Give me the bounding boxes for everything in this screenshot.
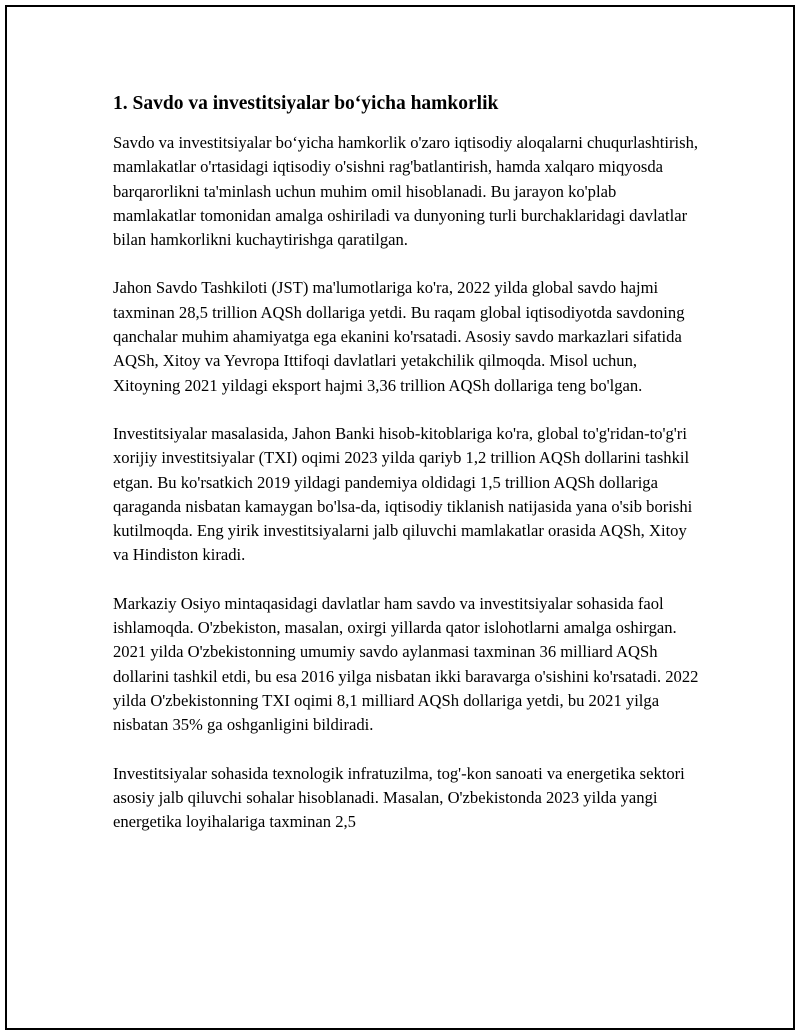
paragraph-sectors: Investitsiyalar sohasida texnologik infratuzilma, tog'-kon sanoati va energetika sektori asosiy jalb qiluvchi sohalar hisoblanadi. Masalan, O'zbekistonda 2023 yilda yangi energetika loyihalariga taxminan 2,5	[113, 763, 685, 832]
paragraph-global-trade: Jahon Savdo Tashkiloti (JST) ma'lumotlariga ko'ra, 2022 yilda global savdo hajmi taxminan 28,5 trillion AQSh dollariga yetdi. Bu raqam global iqtisodiyotda savdoning qanchalar muhim ahamiyatga ega ekanini ko'rsatadi. Asosiy savdo markazlari sifatida AQSh, Xitoy va Yevropa Ittifoqi davlatlari yetakchilik qilmoqda. Misol uchun, Xitoyning 2021 yildagi eksport hajmi 3,36 trillion AQSh dollariga teng bo'lgan.	[113, 278, 685, 395]
paragraph-investments: Investitsiyalar masalasida, Jahon Banki hisob-kitoblariga ko'ra, global to'g'ridan-to'g'ri xorijiy investitsiyalar (TXI) oqimi 2023 yilda qariyb 1,2 trillion AQSh dollarini tashkil etgan. Bu ko'rsatkich 2019 yildagi pandemiya oldidagi 1,5 trillion AQSh dollariga qaraganda nisbatan kamaygan bo'lsa-da, iqtisodiy tiklanish natijasida yana o'sib borishi kutilmoqda. Eng yirik investitsiyalarni jalb qiluvchi mamlakatlar orasida AQSh, Xitoy va Hindiston kiradi.	[113, 423, 693, 565]
section-title: 1. Savdo va investitsiyalar bo‘yicha hamkorlik	[113, 93, 499, 114]
document-content	[113, 90, 703, 858]
paragraph-intro: Savdo va investitsiyalar bo‘yicha hamkorlik o'zaro iqtisodiy aloqalarni chuqurlashtirish, mamlakatlar o'rtasidagi iqtisodiy o'sishni rag'batlantirish, hamda xalqaro miqyosda barqarorlikni ta'minlash uchun muhim omil hisoblanadi. Bu jarayon ko'plab mamlakatlar tomonidan amalga oshiriladi va dunyoning turli burchaklaridagi davlatlar bilan hamkorlikni kuchaytirishga qaratilgan.	[113, 133, 699, 250]
paragraph-central-asia: Markaziy Osiyo mintaqasidagi davlatlar ham savdo va investitsiyalar sohasida faol ishlamoqda. O'zbekiston, masalan, oxirgi yillarda qator islohotlarni amalga oshirgan. 2021 yilda O'zbekistonning umumiy savdo aylanmasi taxminan 36 milliard AQSh dollarini tashkil etdi, bu esa 2016 yilga nisbatan ikki baravarga o'sishini ko'rsatadi. 2022 yilda O'zbekistonning TXI oqimi 8,1 milliard AQSh dollariga yetdi, bu 2021 yilga nisbatan 35% ga oshganligini bildiradi.	[113, 593, 699, 735]
